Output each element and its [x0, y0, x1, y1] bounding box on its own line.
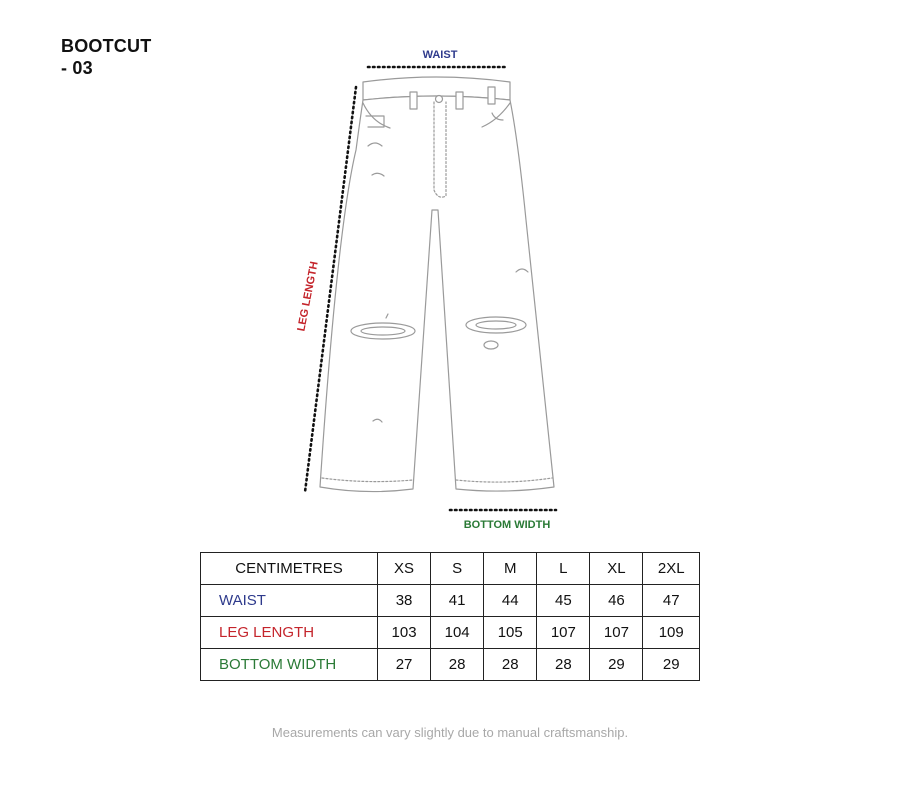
waist-value: 46	[590, 585, 643, 617]
leg-length-value: 104	[431, 617, 484, 649]
waist-value: 45	[537, 585, 590, 617]
waist-value: 41	[431, 585, 484, 617]
bottom-width-value: 28	[484, 649, 537, 681]
waist-row-label: WAIST	[201, 585, 378, 617]
bottom-width-row	[201, 649, 700, 681]
size-header-m: M	[484, 553, 537, 585]
bottom-width-row-label: BOTTOM WIDTH	[201, 649, 378, 681]
bottom-width-value: 29	[643, 649, 700, 681]
waist-row	[201, 585, 700, 617]
leg-length-row-label: LEG LENGTH	[201, 617, 378, 649]
leg-length-row	[201, 617, 700, 649]
jeans-outline	[320, 77, 554, 492]
leg-length-value: 103	[378, 617, 431, 649]
waist-label: WAIST	[422, 49, 458, 61]
size-header-row	[201, 553, 700, 585]
leg-length-value: 107	[590, 617, 643, 649]
product-title-line1: BOOTCUT	[61, 36, 152, 56]
measurement-disclaimer: Measurements can vary slightly due to manual craftsmanship.	[271, 725, 629, 740]
waist-value: 47	[643, 585, 700, 617]
size-header-l: L	[537, 553, 590, 585]
leg-length-value: 107	[537, 617, 590, 649]
bottom-width-value: 28	[537, 649, 590, 681]
product-title-line2: - 03	[61, 58, 93, 78]
leg-length-label: LEG LENGTH	[295, 260, 321, 333]
size-header-2xl: 2XL	[643, 553, 700, 585]
leg-length-value: 105	[484, 617, 537, 649]
bottom-width-value: 29	[590, 649, 643, 681]
size-header-s: S	[431, 553, 484, 585]
size-header-xl: XL	[590, 553, 643, 585]
size-header-xs: XS	[378, 553, 431, 585]
waist-value: 44	[484, 585, 537, 617]
bottom-width-value: 27	[378, 649, 431, 681]
bottom-width-value: 28	[431, 649, 484, 681]
bottom-width-label: BOTTOM WIDTH	[463, 519, 551, 531]
leg-length-value: 109	[643, 617, 700, 649]
waist-value: 38	[378, 585, 431, 617]
size-chart-table	[200, 552, 700, 681]
units-header: CENTIMETRES	[201, 553, 378, 585]
